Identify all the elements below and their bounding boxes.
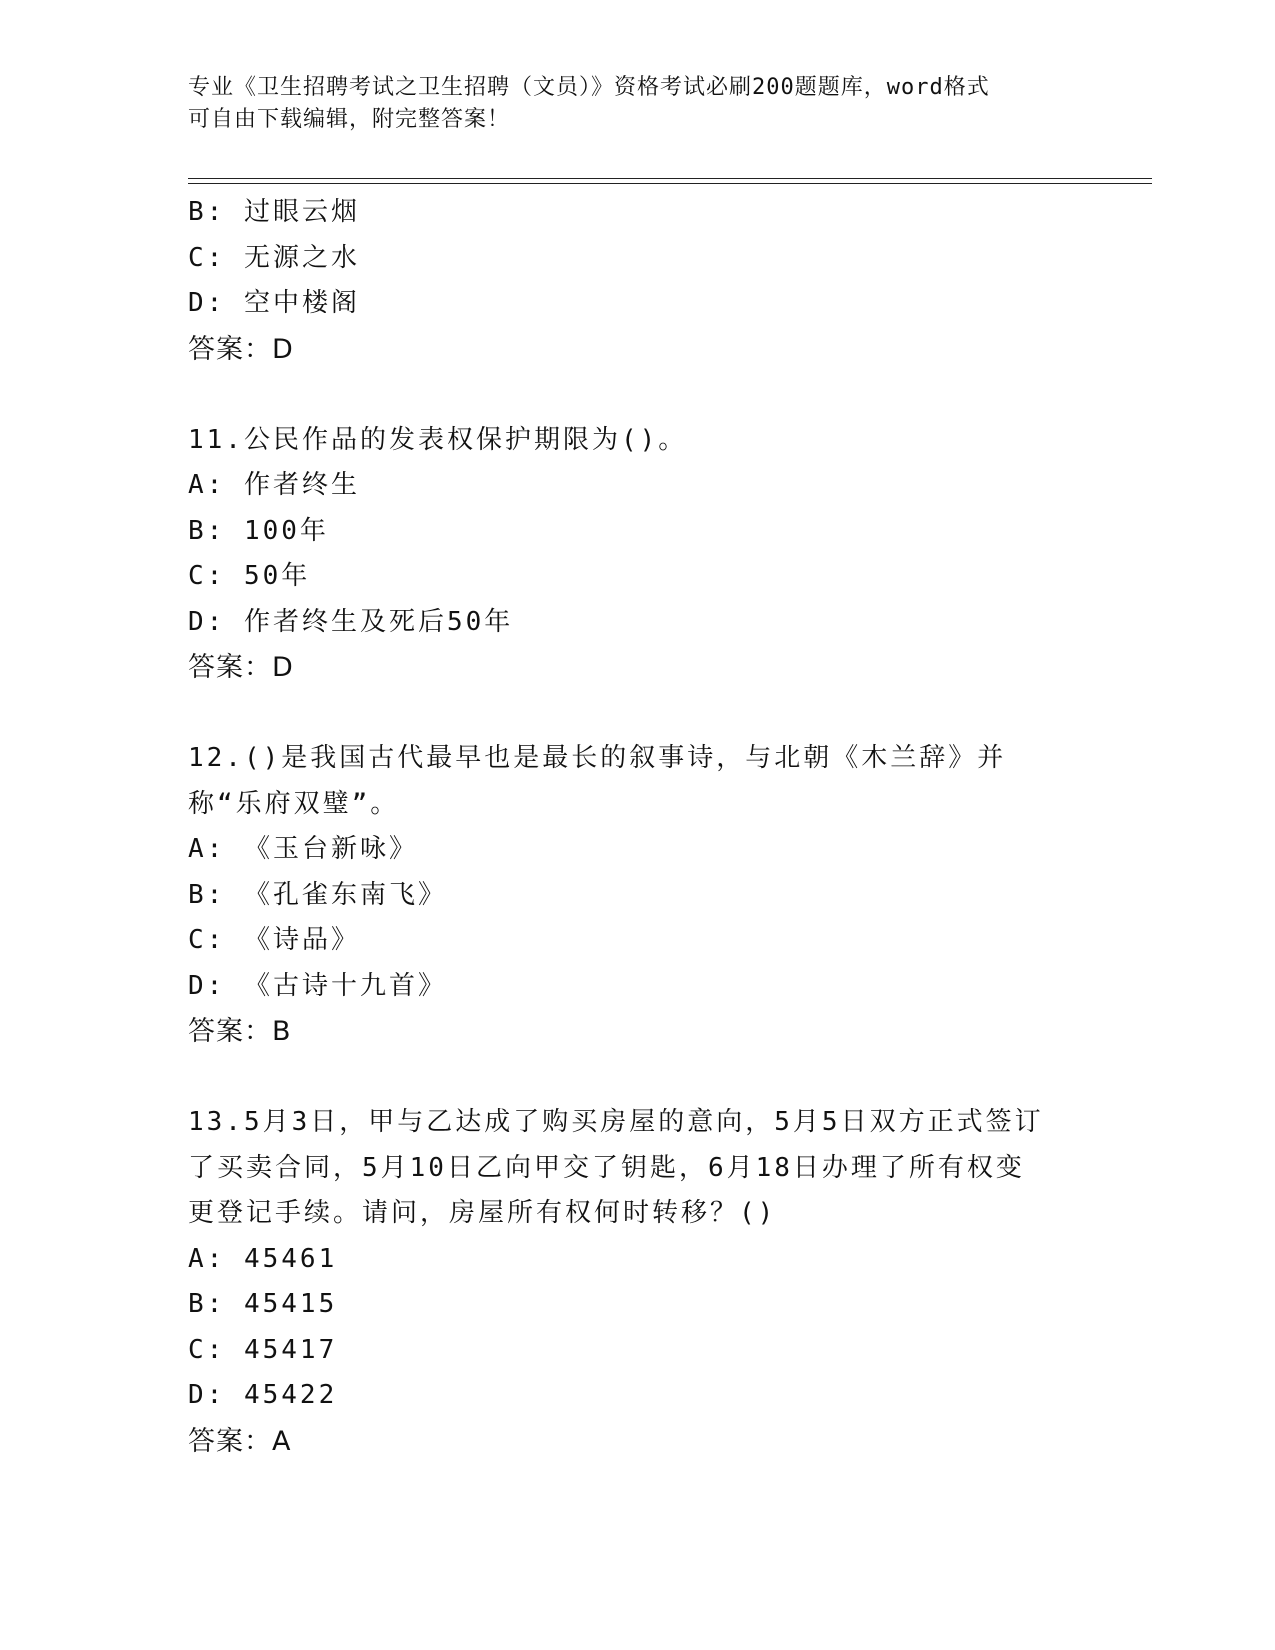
question-text: 11.公民作品的发表权保护期限为()。 (188, 424, 688, 455)
option-c: C: 无源之水 (188, 242, 360, 273)
option-b: B: 过眼云烟 (188, 197, 360, 227)
option-a: A: 《玉台新咏》 (188, 834, 418, 864)
option-a: A: 作者终生 (188, 470, 360, 500)
option-a: A: 45461 (188, 1243, 338, 1274)
header-rule-bottom (188, 183, 1152, 184)
question-continued (188, 190, 1088, 372)
header-rule-top (188, 178, 1152, 179)
option-b: B: 100年 (188, 515, 329, 546)
option-d: D: 45422 (188, 1380, 338, 1410)
answer-line: 答案：D (188, 652, 294, 683)
option-b: B: 45415 (188, 1289, 338, 1319)
header-line-1: 专业《卫生招聘考试之卫生招聘（文员）》资格考试必刷200题题库，word格式 (188, 75, 990, 100)
question-list (188, 190, 1088, 1464)
option-b: B: 《孔雀东南飞》 (188, 879, 447, 910)
document-header (188, 72, 1088, 136)
option-d: D: 作者终生及死后50年 (188, 606, 514, 637)
option-c: C: 50年 (188, 561, 311, 591)
option-c: C: 45417 (188, 1334, 338, 1365)
answer-line: 答案：D (188, 333, 294, 365)
option-d: D: 空中楼阁 (188, 288, 360, 318)
header-line-2: 可自由下载编辑，附完整答案！ (188, 107, 511, 132)
question-12 (188, 736, 1088, 1055)
question-13 (188, 1100, 1088, 1464)
question-11 (188, 418, 1088, 691)
question-text: 13.5月3日，甲与乙达成了购买房屋的意向，5月5日双方正式签订了买卖合同，5月10日乙向甲交了钥匙，6月18日办理了所有权变更登记手续。请问，房屋所有权何时转移？() (188, 1107, 1044, 1228)
option-d: D: 《古诗十九首》 (188, 970, 447, 1001)
option-c: C: 《诗品》 (188, 925, 360, 955)
question-text: 12.()是我国古代最早也是最长的叙事诗，与北朝《木兰辞》并称“乐府双璧”。 (188, 743, 1007, 819)
answer-line: 答案：A (188, 1425, 292, 1457)
answer-line: 答案：B (188, 1016, 292, 1047)
